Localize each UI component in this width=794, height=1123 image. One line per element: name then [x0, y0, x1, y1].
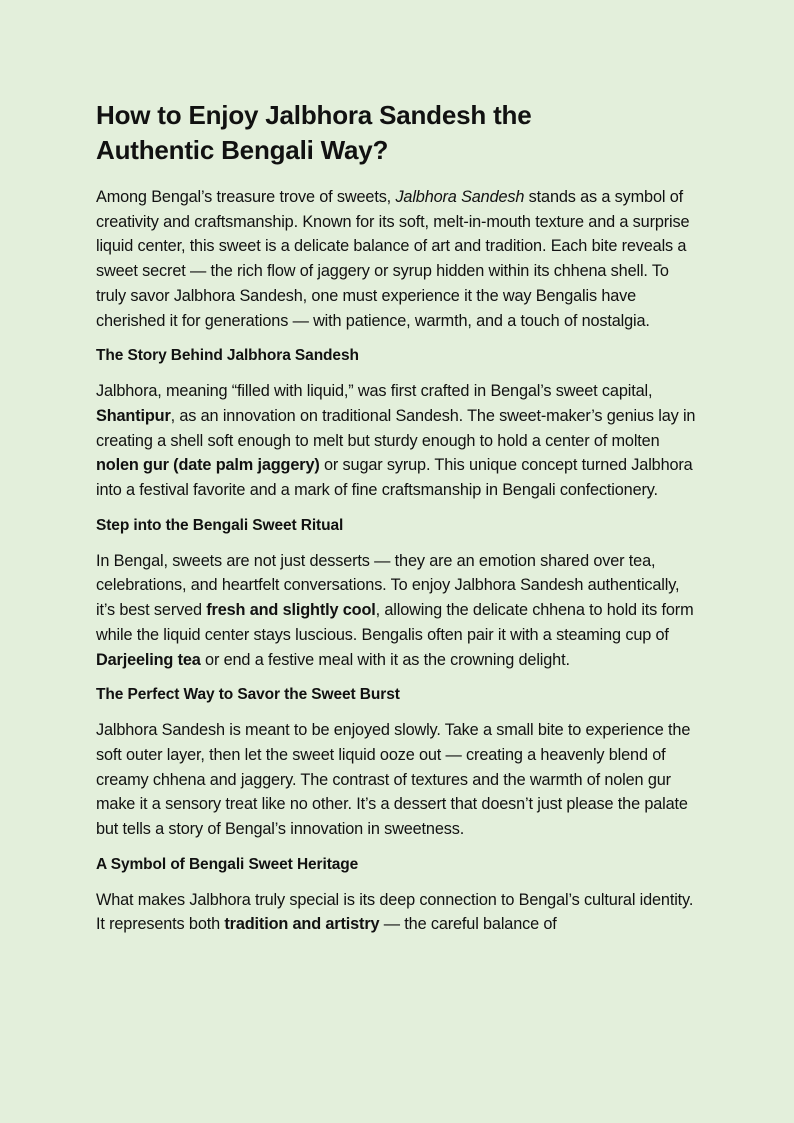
section-heading-savor: The Perfect Way to Savor the Sweet Burst [96, 686, 400, 704]
section-heading-story: The Story Behind Jalbhora Sandesh [96, 347, 359, 365]
story-paragraph: Jalbhora, meaning “filled with liquid,” was first crafted in Bengal’s sweet capital, Shantipur, as an innovation on traditional Sandesh. The sweet-maker’s genius lay in creating a shell soft enough to melt but sturdy enough to hold a center of molten nolen gur (date palm jaggery) or sugar syrup. This unique concept turned Jalbhora into a festival favorite and a mark of fine craftsmanship in Bengali confectionery. [96, 382, 696, 500]
savor-paragraph: Jalbhora Sandesh is meant to be enjoyed slowly. Take a small bite to experience the soft outer layer, then let the sweet liquid ooze out — creating a heavenly blend of creamy chhena and jaggery. The contrast of textures and the warmth of nolen gur make it a sensory treat like no other. It’s a dessert that doesn’t just please the palate but tells a story of Bengal’s innovation in sweetness. [96, 721, 691, 839]
section-heading-heritage: A Symbol of Bengali Sweet Heritage [96, 855, 359, 873]
title-line-2: Authentic Bengali Way? [96, 135, 389, 165]
intro-paragraph: Among Bengal’s treasure trove of sweets, Jalbhora Sandesh stands as a symbol of creativity and craftsmanship. Known for its soft, melt-in-mouth texture and a surprise liquid center, this sweet is a delicate balance of art and tradition. Each bite reveals a sweet secret — the rich flow of jaggery or syrup hidden within its chhena shell. To truly savor Jalbhora Sandesh, one must experience it the way Bengalis have cherished it for generations — with patience, warmth, and a touch of nostalgia. [96, 188, 690, 330]
article-title [96, 98, 698, 168]
heritage-paragraph: What makes Jalbhora truly special is its deep connection to Bengal’s cultural identity. It represents both tradition and artistry — the careful balance of [96, 890, 694, 934]
emphasis-jalbhora-sandesh: Jalbhora Sandesh [395, 188, 525, 206]
bold-darjeeling-tea: Darjeeling tea [96, 650, 201, 669]
bold-shantipur: Shantipur [96, 406, 171, 425]
title-line-1: How to Enjoy Jalbhora Sandesh the [96, 100, 532, 130]
bold-fresh-cool: fresh and slightly cool [206, 601, 376, 620]
ritual-paragraph: In Bengal, sweets are not just desserts — they are an emotion shared over tea, celebrations, and heartfelt conversations. To enjoy Jalbhora Sandesh authentically, it’s best served fresh and slightly cool, allowing the delicate chhena to hold its form while the liquid center stays luscious. Bengalis often pair it with a steaming cup of Darjeeling tea or end a festive meal with it as the crowning delight. [96, 551, 694, 669]
bold-nolen-gur: nolen gur (date palm jaggery) [96, 456, 320, 475]
section-heading-ritual: Step into the Bengali Sweet Ritual [96, 516, 344, 534]
bold-tradition-artistry: tradition and artistry [224, 915, 380, 934]
